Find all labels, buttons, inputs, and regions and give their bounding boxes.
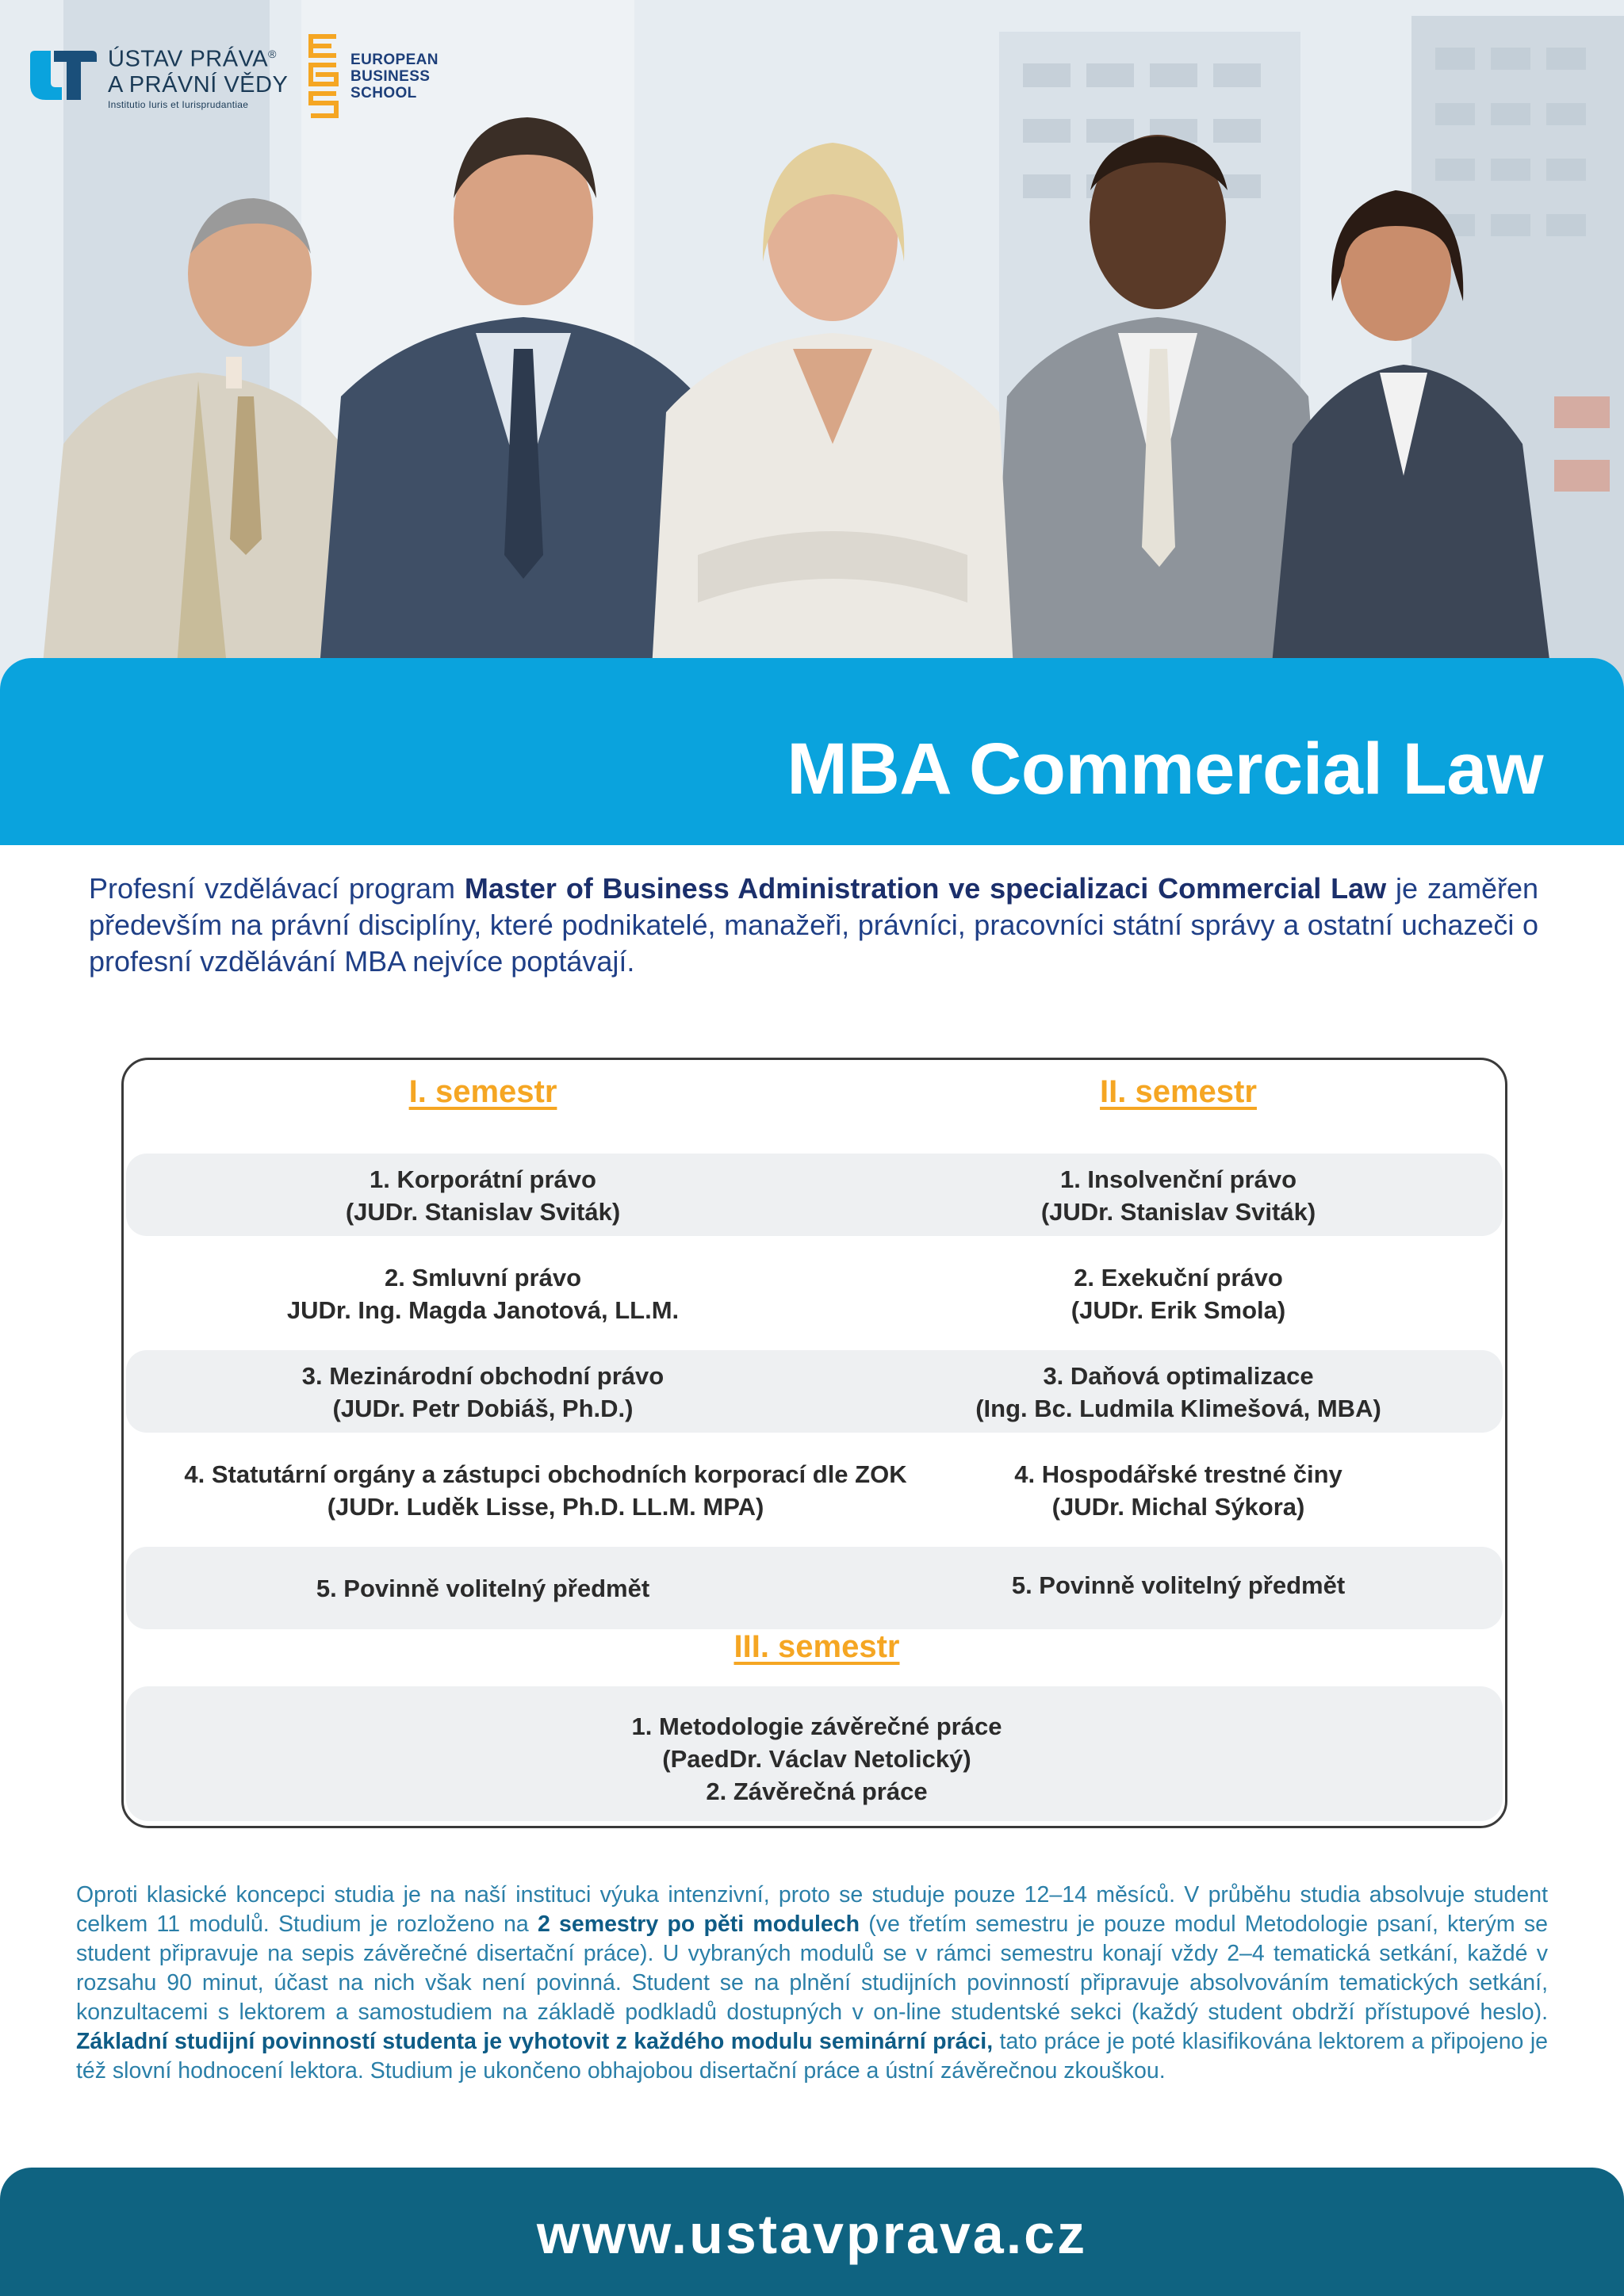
semester-1-heading: I. semestr — [408, 1074, 557, 1109]
hero-image — [0, 0, 1624, 698]
intro-program-name: Master of Business Administration ve specializaci Commercial Law — [464, 872, 1387, 905]
module-title: 4. Statutární orgány a zástupci obchodních korporací dle ZOK — [184, 1460, 907, 1488]
semester-2-heading: II. semestr — [1100, 1074, 1257, 1109]
institute-logo — [30, 41, 288, 110]
intro-text-after: je zaměřen především na právní disciplíny, které podnikatelé, manažeři, právníci, pracovníci státní správy a ostatní uchazeči o profesní vzdělávání MBA nejvíce poptávají. — [89, 872, 1538, 978]
ebs-logo-icon — [308, 33, 339, 119]
study-details-paragraph — [76, 1881, 1548, 2086]
module-title: 1. Korporátní právo — [370, 1165, 596, 1193]
module-lecturer: (JUDr. Stanislav Sviták) — [345, 1198, 621, 1226]
details-text-3: tato práce je poté klasifikována lektorem a připojeno je též slovní hodnocení lektora. Studium je ukončeno obhajobou disertační práce a ústní závěrečnou zkouškou. — [76, 2029, 1548, 2084]
module-lecturer: JUDr. Ing. Magda Janotová, LL.M. — [286, 1296, 680, 1324]
semester-3-heading: III. semestr — [733, 1629, 900, 1664]
sem2-module-5 — [940, 1569, 1416, 1601]
module-title: 3. Daňová optimalizace — [1043, 1362, 1314, 1390]
sem3-modules — [124, 1710, 1507, 1808]
module-title: 4. Hospodářské trestné činy — [1014, 1460, 1342, 1488]
ebs-name-line1: EUROPEAN — [350, 51, 439, 68]
module-title: 5. Povinně volitelný předmět — [1011, 1571, 1346, 1599]
sem1-module-2 — [124, 1261, 842, 1326]
ebs-logo — [308, 33, 439, 119]
institute-name-line1: ÚSTAV PRÁVA® — [108, 46, 277, 72]
module-title: 2. Exekuční právo — [1074, 1264, 1283, 1292]
module-lecturer: (JUDr. Luděk Lisse, Ph.D. LL.M. MPA) — [327, 1493, 764, 1521]
sem2-module-1 — [940, 1163, 1416, 1228]
institute-name-line2: A PRÁVNÍ VĚDY — [108, 71, 289, 98]
intro-text-before: Profesní vzdělávací program — [89, 872, 465, 905]
module-lecturer: (JUDr. Michal Sýkora) — [1051, 1493, 1305, 1521]
curriculum-box — [121, 1058, 1507, 1828]
sem3-module-1: 1. Metodologie závěrečné práce — [631, 1712, 1002, 1740]
page-title: MBA Commercial Law — [787, 729, 1543, 809]
sem1-module-3 — [124, 1360, 842, 1425]
intro-paragraph — [89, 871, 1538, 980]
website-url[interactable]: www.ustavprava.cz — [536, 2203, 1088, 2265]
module-lecturer: (JUDr. Petr Dobiáš, Ph.D.) — [332, 1395, 634, 1422]
utp-logo-icon — [30, 51, 97, 100]
sem2-module-2 — [940, 1261, 1416, 1326]
title-band — [0, 658, 1624, 845]
ebs-name-line3: SCHOOL — [350, 84, 417, 101]
footer-band — [0, 2168, 1624, 2296]
details-text-1: Oproti klasické koncepci studia je na naší instituci výuka intenzivní, proto se studuje pouze 12–14 měsíců. V průběhu studia absolvuje student celkem 11 modulů. Studium je rozloženo na — [76, 1882, 1548, 1937]
ebs-name-line2: BUSINESS — [350, 67, 431, 85]
module-title: 5. Povinně volitelný předmět — [316, 1575, 650, 1602]
sem1-module-4 — [124, 1458, 967, 1523]
sem1-module-5 — [124, 1572, 842, 1605]
module-title: 1. Insolvenční právo — [1059, 1165, 1297, 1193]
module-title: 2. Smluvní právo — [384, 1264, 582, 1292]
module-lecturer: (JUDr. Stanislav Sviták) — [1040, 1198, 1316, 1226]
registered-mark: ® — [268, 48, 277, 60]
details-bold-1: 2 semestry po pěti modulech — [537, 1911, 860, 1937]
institute-latin-motto: Institutio Iuris et Iurisprudantiae — [108, 98, 249, 110]
sem3-module-2: 2. Závěrečná práce — [706, 1777, 928, 1805]
sem1-module-1 — [124, 1163, 842, 1228]
sem2-module-4 — [940, 1458, 1416, 1523]
details-bold-2: Základní studijní povinností studenta je vyhotovit z každého modulu seminární práci, — [76, 2029, 994, 2054]
sem3-lecturer: (PaedDr. Václav Netolický) — [662, 1745, 971, 1773]
module-title: 3. Mezinárodní obchodní právo — [301, 1362, 665, 1390]
sem2-module-3 — [940, 1360, 1416, 1425]
module-lecturer: (Ing. Bc. Ludmila Klimešová, MBA) — [975, 1395, 1381, 1422]
module-lecturer: (JUDr. Erik Smola) — [1071, 1296, 1286, 1324]
details-text-2: (ve třetím semestru je pouze modul Metodologie psaní, kterým se student připravuje na sepis závěrečné disertační práce). U vybraných modulů se v rámci semestru konají vždy 2–4 tematická setkání, každé v rozsahu 90 minut, účast na nich však není povinná. Student se na plnění studijních povinností připravuje absolvováním tematických setkání, konzultacemi s lektorem a samostudiem na základě podkladů dostupných v on-line studentské sekci (každý student obdrží přístupové heslo). — [76, 1911, 1549, 2025]
